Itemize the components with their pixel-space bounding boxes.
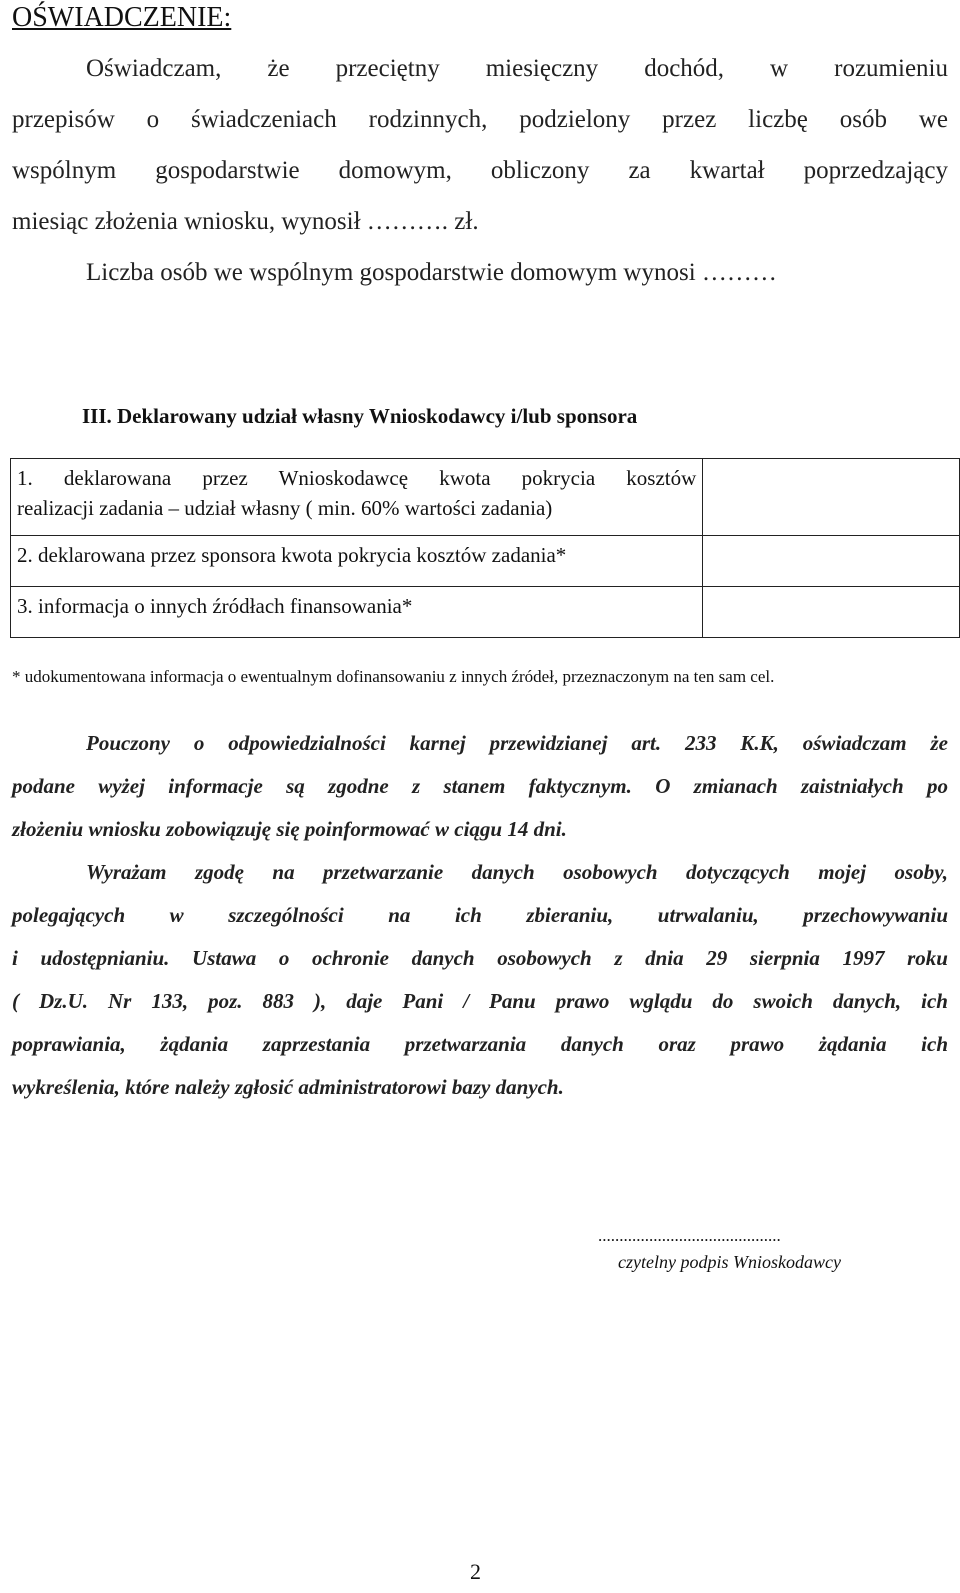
- statement-block: [12, 722, 948, 1109]
- statement-line: wykreślenia, które należy zgłosić administratorowi bazy danych.: [12, 1075, 564, 1099]
- other-sources-field[interactable]: [703, 587, 960, 638]
- row-label: 2. deklarowana przez sponsora kwota pokrycia kosztów zadania*: [11, 536, 703, 587]
- signature-line[interactable]: ...........................................: [598, 1226, 781, 1245]
- row-label-line: realizacji zadania – udział własny ( min. 60% wartości zadania): [17, 496, 553, 520]
- sponsor-contribution-field[interactable]: [703, 536, 960, 587]
- own-contribution-field[interactable]: [703, 459, 960, 536]
- statement-line: i udostępnianiu. Ustawa o ochronie danych osobowych z dnia 29 sierpnia 1997 roku: [12, 946, 948, 970]
- statement-line: Pouczony o odpowiedzialności karnej przewidzianej art. 233 K.K, oświadczam że: [86, 731, 948, 755]
- row-label-line: 1. deklarowana przez Wnioskodawcę kwota pokrycia kosztów: [17, 466, 697, 490]
- statement-line: Wyrażam zgodę na przetwarzanie danych osobowych dotyczących mojej osoby,: [86, 860, 948, 884]
- table-row: [11, 536, 960, 587]
- declaration-line-household: Liczba osób we wspólnym gospodarstwie domowym wynosi ………: [86, 259, 777, 286]
- table-row: [11, 459, 960, 536]
- row-label: 3. informacja o innych źródłach finansowania*: [11, 587, 703, 638]
- declaration-line: przepisów o świadczeniach rodzinnych, podzielony przez liczbę osób we: [12, 106, 948, 133]
- page-title: OŚWIADCZENIE:: [12, 2, 232, 33]
- statement-line: poprawiania, żądania zaprzestania przetwarzania danych oraz prawo żądania ich: [12, 1032, 948, 1056]
- signature-label: czytelny podpis Wnioskodawcy: [618, 1252, 841, 1272]
- statement-line: złożeniu wniosku zobowiązuję się poinformować w ciągu 14 dni.: [12, 817, 567, 841]
- declaration-line: wspólnym gospodarstwie domowym, obliczony za kwartał poprzedzający: [12, 157, 948, 184]
- section-heading: III. Deklarowany udział własny Wnioskodawcy i/lub sponsora: [82, 404, 638, 428]
- row-label: [11, 459, 703, 536]
- contribution-table: [10, 458, 960, 638]
- statement-line: ( Dz.U. Nr 133, poz. 883 ), daje Pani / Panu prawo wglądu do swoich danych, ich: [12, 989, 948, 1013]
- table-row: [11, 587, 960, 638]
- declaration-line-income: miesiąc złożenia wniosku, wynosił ………. zł.: [12, 208, 479, 235]
- statement-line: polegających w szczególności na ich zbieraniu, utrwalaniu, przechowywaniu: [12, 903, 948, 927]
- declaration-block: [12, 43, 948, 298]
- footnote: * udokumentowana informacja o ewentualnym dofinansowaniu z innych źródeł, przeznaczonym na ten sam cel.: [12, 667, 775, 686]
- declaration-line: Oświadczam, że przeciętny miesięczny dochód, w rozumieniu: [86, 55, 948, 82]
- statement-line: podane wyżej informacje są zgodne z stanem faktycznym. O zmianach zaistniałych po: [12, 774, 948, 798]
- page-number: 2: [470, 1559, 481, 1584]
